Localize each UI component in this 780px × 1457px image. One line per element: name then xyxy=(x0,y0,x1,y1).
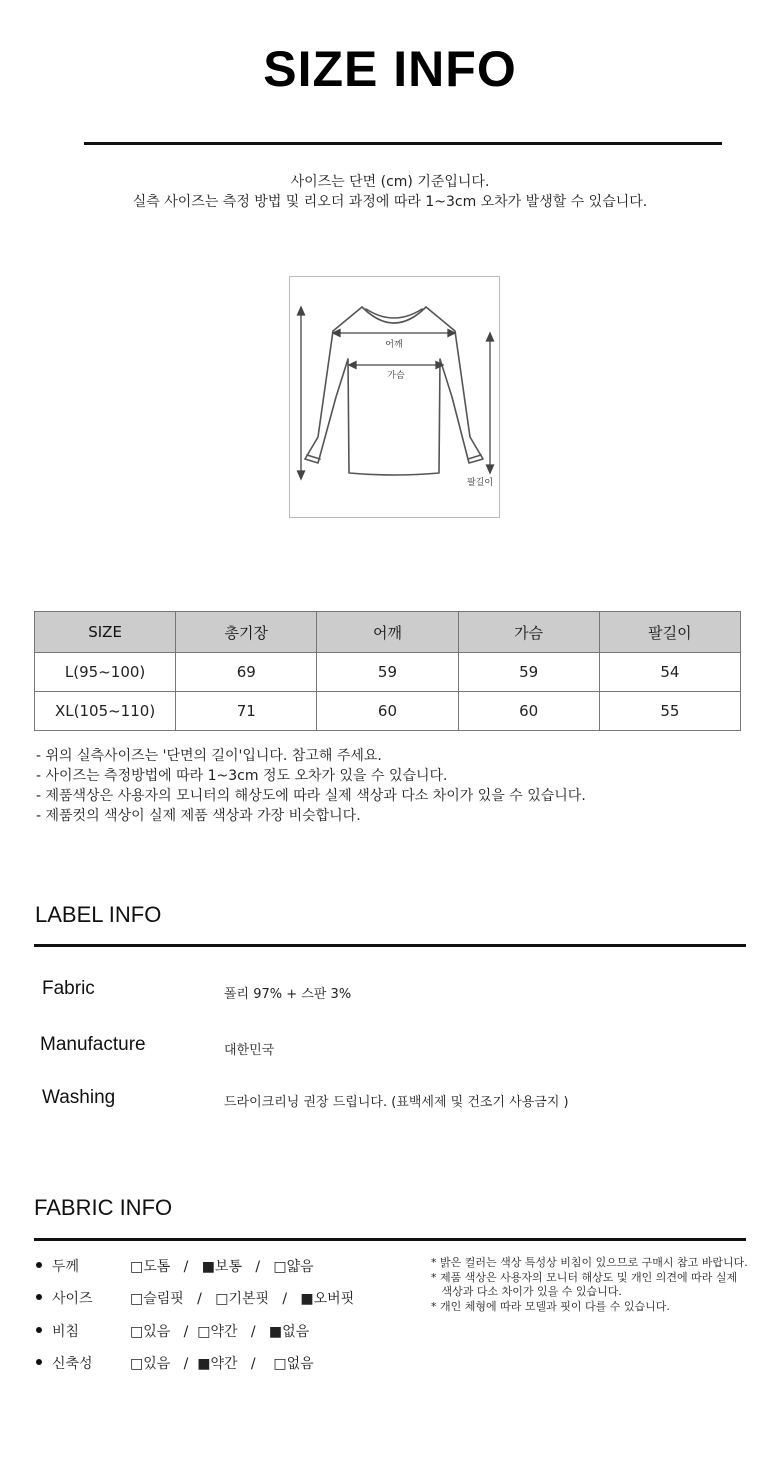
title-divider xyxy=(84,142,722,145)
bullet-icon xyxy=(36,1327,42,1333)
table-cell: XL(105~110) xyxy=(35,692,176,731)
fabric-note-line: * 밝은 컬러는 색상 특성상 비침이 있으므로 구매시 참고 바랍니다. xyxy=(431,1256,748,1269)
bullet-icon xyxy=(36,1359,42,1365)
fabric-info-divider xyxy=(34,1238,746,1241)
label-info-divider xyxy=(34,944,746,947)
label-key: Manufacture xyxy=(40,1034,146,1055)
intro-line-2: 실측 사이즈는 측정 방법 및 리오더 과정에 따라 1~3cm 오차가 발생할 수 있습니다. xyxy=(132,194,648,210)
fabric-note-line: * 개인 체형에 따라 모델과 핏이 다를 수 있습니다. xyxy=(431,1299,670,1313)
label-key: Washing xyxy=(42,1087,116,1108)
fabric-note-line: * 제품 색상은 사용자의 모니터 해상도 및 개인 의견에 따라 실제 xyxy=(431,1270,738,1284)
header-size: SIZE xyxy=(35,612,176,653)
sleeve-label: 팔길이 xyxy=(466,478,494,488)
table-cell: L(95~100) xyxy=(35,653,176,692)
fabric-info-title: FABRIC INFO xyxy=(34,1195,173,1220)
size-table-header-row xyxy=(35,612,741,653)
bullet-icon xyxy=(36,1294,42,1300)
measurement-diagram xyxy=(289,276,500,518)
table-cell: 54 xyxy=(599,653,740,692)
label-value: 드라이크리닝 권장 드립니다. (표백세제 및 건조기 사용금지 ) xyxy=(224,1095,569,1110)
header-shoulder: 어깨 xyxy=(317,612,458,653)
fabric-notes xyxy=(431,1256,748,1314)
header-sleeve: 팔길이 xyxy=(599,612,740,653)
label-info-title: LABEL INFO xyxy=(35,902,162,927)
fabric-options: □도톰 / ■보통 / □얇음 xyxy=(130,1259,314,1275)
shoulder-label: 어깨 xyxy=(385,340,403,350)
table-cell: 71 xyxy=(176,692,317,731)
table-row xyxy=(35,653,741,692)
label-value: 폴리 97% + 스판 3% xyxy=(224,987,352,1002)
fabric-row-fit xyxy=(36,1288,416,1308)
table-cell: 60 xyxy=(458,692,599,731)
table-cell: 60 xyxy=(317,692,458,731)
size-intro xyxy=(0,172,780,212)
size-notes xyxy=(36,746,586,826)
table-cell: 69 xyxy=(176,653,317,692)
note-line: - 제품색상은 사용자의 모니터의 해상도에 따라 실제 색상과 다소 차이가 있을 수 있습니다. xyxy=(36,788,586,804)
fabric-row-sheerness xyxy=(36,1321,416,1341)
table-row xyxy=(35,692,741,731)
fabric-row-stretch xyxy=(36,1353,416,1373)
note-line: - 위의 실측사이즈는 '단면의 길이'입니다. 참고해 주세요. xyxy=(36,748,382,764)
fabric-key: 사이즈 xyxy=(52,1291,93,1307)
fabric-key: 두께 xyxy=(52,1259,80,1275)
table-cell: 55 xyxy=(599,692,740,731)
header-chest: 가슴 xyxy=(458,612,599,653)
sweater-illustration xyxy=(290,277,499,517)
fabric-options: □있음 / □약간 / ■없음 xyxy=(130,1324,310,1340)
fabric-key: 비침 xyxy=(52,1324,80,1340)
chest-label: 가슴 xyxy=(387,371,405,381)
label-key: Fabric xyxy=(42,978,95,999)
table-cell: 59 xyxy=(317,653,458,692)
note-line: - 사이즈는 측정방법에 따라 1~3cm 정도 오차가 있을 수 있습니다. xyxy=(36,768,448,784)
label-value: 대한민국 xyxy=(224,1043,275,1058)
header-total-length: 총기장 xyxy=(176,612,317,653)
table-cell: 59 xyxy=(458,653,599,692)
page-title: SIZE INFO xyxy=(263,41,517,97)
fabric-key: 신축성 xyxy=(52,1356,93,1372)
fabric-options: □슬림핏 / □기본핏 / ■오버핏 xyxy=(130,1291,355,1307)
intro-line-1: 사이즈는 단면 (cm) 기준입니다. xyxy=(290,174,490,190)
note-line: - 제품컷의 색상이 실제 제품 색상과 가장 비슷합니다. xyxy=(36,808,361,824)
size-table xyxy=(34,611,741,731)
fabric-options: □있음 / ■약간 / □없음 xyxy=(130,1356,314,1372)
fabric-note-line: 색상과 다소 차이가 있을 수 있습니다. xyxy=(431,1285,622,1298)
bullet-icon xyxy=(36,1262,42,1268)
fabric-row-thickness xyxy=(36,1256,416,1276)
